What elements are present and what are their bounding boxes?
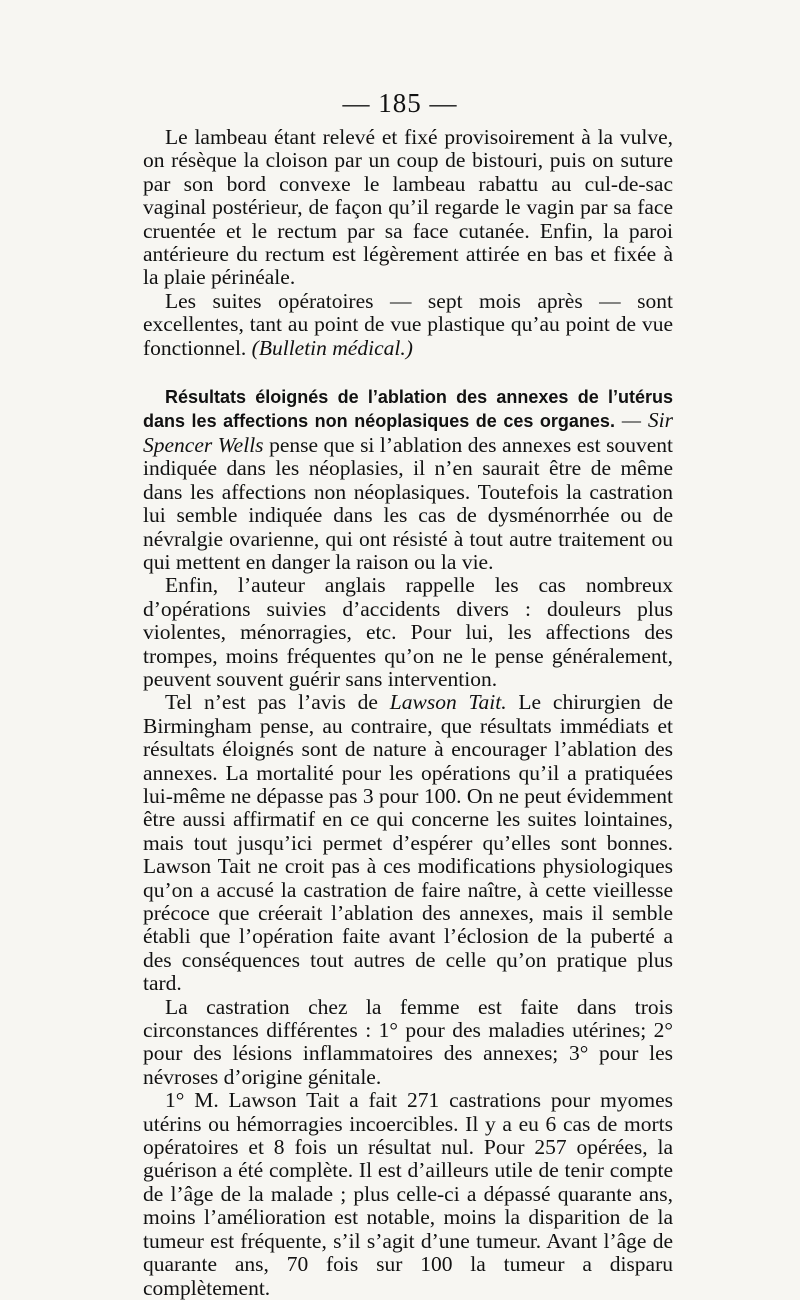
- tait-name: Lawson Tait.: [389, 690, 507, 715]
- section-heading: Résultats éloignés de l’ablation des annexes de l’utérus dans les affections non néoplasiques de ces organes.: [143, 387, 673, 432]
- source-citation: (Bulletin médical.): [251, 335, 413, 360]
- paragraph-castration-statistics: 1° M. Lawson Tait a fait 271 castrations pour myomes utérins ou hémorragies incoercibles. Il y a eu 6 cas de morts opératoires et 8 fois un résultat nul. Pour 257 opérées, la guérison a été complète. Il est d’ailleurs utile de tenir compte de l’âge de la malade ; plus celle-ci a dépassé quarante ans, moins l’amélioration est notable, moins la disparition de la tumeur est fréquente, s’il s’agit d’une tumeur. Avant l’âge de quarante ans, 70 fois sur 100 la tumeur a disparu complètement.: [143, 1088, 673, 1300]
- section-paragraph-wells: [143, 385, 673, 574]
- operative-results-text: Les suites opératoires — sept mois après — sont excellentes, tant au point de vue plastique qu’au point de vue fonctionnel.: [143, 288, 673, 360]
- paragraph-castration-circumstances: La castration chez la femme est faite dans trois circonstances différentes : 1° pour des maladies utérines; 2° pour des lésions inflammatoires des annexes; 3° pour les névroses d’origine génitale.: [143, 994, 673, 1089]
- paragraph-accidents: Enfin, l’auteur anglais rappelle les cas nombreux d’opérations suivies d’accidents divers : douleurs plus violentes, ménorragies, etc. Pour lui, les affections des trompes, moins fréquentes qu’on ne le pense généralement, peuvent souvent guérir sans intervention.: [143, 573, 673, 691]
- paragraph-lawson-tait: [143, 691, 673, 995]
- tait-intro: Tel n’est pas l’avis de: [165, 690, 378, 715]
- author-name: — Sir Spencer Wells: [143, 408, 674, 457]
- wells-opinion-text: pense que si l’ablation des annexes est souvent indiquée dans les néoplasies, il n’en saurait être de même dans les affections non néoplasiques. Toutefois la castration lui semble indiquée dans les cas de dysménorrhée ou de névralgie ovarienne, qui ont résisté à tout autre traitement ou qui mettent en danger la raison ou la vie.: [143, 432, 673, 574]
- paragraph-operative-results: [143, 290, 673, 360]
- page-body: [143, 126, 673, 1300]
- page-number-header: — 185 —: [342, 88, 458, 118]
- tait-opinion-text: Le chirurgien de Birmingham pense, au contraire, que résultats immédiats et résultats éloignés sont de nature à encourager l’ablation des annexes. La mortalité pour les opérations qu’il a pratiquées lui-même ne dépasse pas 3 pour 100. On ne peut évidemment être aussi affirmatif en ce qui concerne les suites lointaines, mais tout jusqu’ici permet d’espérer qu’elles sont bonnes. Lawson Tait ne croit pas à ces modifications physiologiques qu’on a accusé la castration de faire naître, à cette vieillesse précoce que créerait l’ablation des annexes, mais il semble établi que l’opération faite avant l’éclosion de la puberté a des conséquences tout autres de celle qu’on pratique plus tard.: [143, 690, 673, 996]
- paragraph-flap-suture: Le lambeau étant relevé et fixé provisoirement à la vulve, on résèque la cloison par un coup de bistouri, puis on suture par son bord convexe le lambeau rabattu au cul-de-sac vaginal postérieur, de façon qu’il regarde le vagin par sa face cruentée et le rectum par sa face cutanée. Enfin, la paroi antérieure du rectum est légèrement attirée en bas et fixée à la plaie périnéale.: [143, 125, 673, 290]
